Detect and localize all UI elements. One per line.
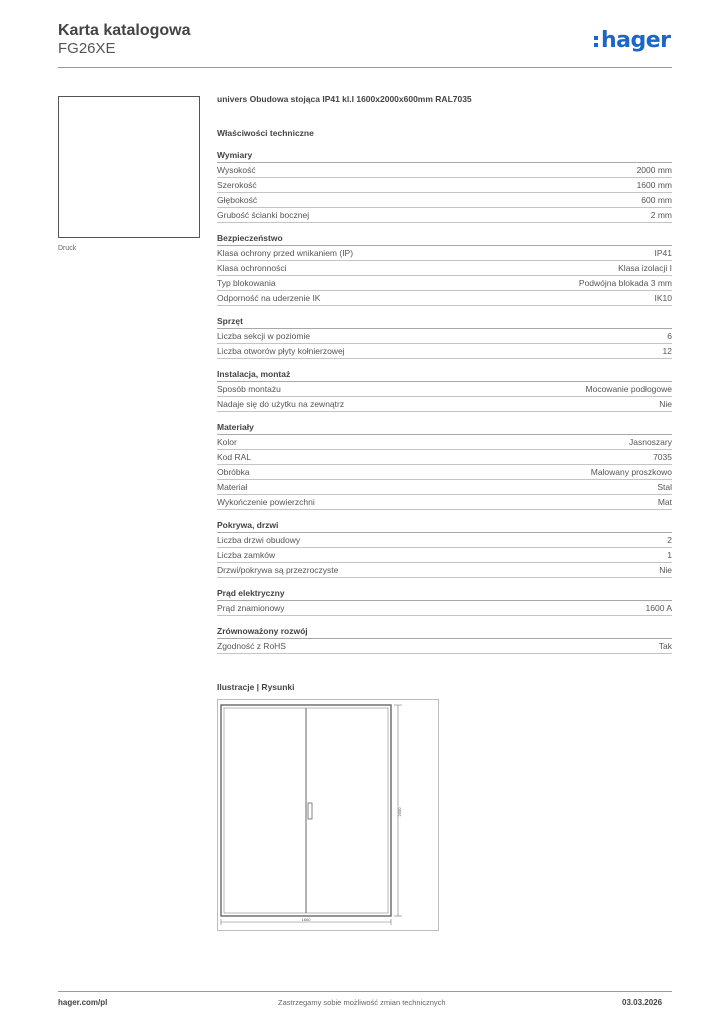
property-value: 2 mm <box>650 210 672 220</box>
property-label: Szerokość <box>217 180 257 190</box>
technical-drawing <box>217 699 439 931</box>
property-label: Liczba otworów płyty kołnierzowej <box>217 346 345 356</box>
property-row <box>217 382 672 397</box>
hager-logo <box>594 28 671 53</box>
property-label: Liczba sekcji w poziomie <box>217 331 311 341</box>
property-label: Nadaje się do użytku na zewnątrz <box>217 399 345 409</box>
product-image-placeholder <box>58 96 200 238</box>
property-row <box>217 480 672 495</box>
property-row <box>217 329 672 344</box>
property-label: Klasa ochronności <box>217 263 287 273</box>
property-label: Kod RAL <box>217 452 252 462</box>
property-value: 12 <box>662 346 672 356</box>
footer-website-link[interactable]: hager.com/pl <box>58 998 108 1007</box>
section-title: Instalacja, montaż <box>217 369 672 382</box>
property-value: Nie <box>659 399 672 409</box>
property-label: Głębokość <box>217 195 258 205</box>
logo-dots-icon <box>594 34 598 48</box>
section-title: Zrównoważony rozwój <box>217 626 672 639</box>
properties-section <box>217 369 672 412</box>
property-label: Odporność na uderzenie IK <box>217 293 321 303</box>
property-label: Wysokość <box>217 165 256 175</box>
enclosure-drawing <box>218 700 438 930</box>
properties-section <box>217 233 672 306</box>
property-value: IP41 <box>654 248 672 258</box>
property-row <box>217 344 672 359</box>
property-row <box>217 533 672 548</box>
property-value: 1600 mm <box>636 180 672 190</box>
property-value: 7035 <box>653 452 672 462</box>
property-row <box>217 435 672 450</box>
property-value: 1 <box>667 550 672 560</box>
property-row <box>217 601 672 616</box>
property-label: Wykończenie powierzchni <box>217 497 315 507</box>
height-dimension-label: 2000 <box>397 807 402 817</box>
property-value: 2 <box>667 535 672 545</box>
door-handle <box>308 803 312 819</box>
properties-section <box>217 588 672 616</box>
property-value: 2000 mm <box>636 165 672 175</box>
property-label: Grubość ścianki bocznej <box>217 210 310 220</box>
document-title: Karta katalogowa <box>58 22 191 39</box>
property-row <box>217 291 672 306</box>
property-row <box>217 261 672 276</box>
property-label: Materiał <box>217 482 248 492</box>
property-row <box>217 495 672 510</box>
property-value: Jasnoszary <box>629 437 672 447</box>
property-value: Mocowanie podłogowe <box>585 384 672 394</box>
property-label: Obróbka <box>217 467 250 477</box>
header-divider <box>58 67 672 68</box>
footer-divider <box>58 991 672 992</box>
property-value: Tak <box>658 641 672 651</box>
property-row <box>217 563 672 578</box>
property-value: Malowany proszkowo <box>590 467 672 477</box>
property-row <box>217 639 672 654</box>
property-row <box>217 193 672 208</box>
property-value: Podwójna blokada 3 mm <box>578 278 672 288</box>
section-title: Materiały <box>217 422 672 435</box>
property-label: Sposób montażu <box>217 384 281 394</box>
properties-section <box>217 422 672 510</box>
footer-disclaimer: Zastrzegamy sobie możliwość zmian technicznych <box>278 998 446 1007</box>
property-row <box>217 397 672 412</box>
technical-properties-heading: Właściwości techniczne <box>217 128 314 138</box>
property-row <box>217 163 672 178</box>
section-title: Bezpieczeństwo <box>217 233 672 246</box>
property-value: Nie <box>659 565 672 575</box>
product-details <box>217 94 672 654</box>
property-row <box>217 178 672 193</box>
image-caption: Druck <box>58 245 77 252</box>
property-row <box>217 208 672 223</box>
property-value: Klasa izolacji I <box>618 263 672 273</box>
property-value: 6 <box>667 331 672 341</box>
properties-sections <box>217 150 672 654</box>
property-row <box>217 246 672 261</box>
property-row <box>217 548 672 563</box>
section-title: Sprzęt <box>217 316 672 329</box>
property-label: Drzwi/pokrywa są przezroczyste <box>217 565 339 575</box>
properties-section <box>217 520 672 578</box>
property-value: 600 mm <box>641 195 672 205</box>
property-row <box>217 450 672 465</box>
properties-section <box>217 626 672 654</box>
property-label: Kolor <box>217 437 237 447</box>
product-title: univers Obudowa stojąca IP41 kl.I 1600x2000x600mm RAL7035 <box>217 94 472 104</box>
footer-date: 03.03.2026 <box>622 998 663 1007</box>
property-row <box>217 276 672 291</box>
width-dimension-label: 1600 <box>301 917 311 922</box>
logo-text: hager <box>601 28 671 53</box>
illustrations-heading: Ilustracje | Rysunki <box>217 682 295 692</box>
property-label: Zgodność z RoHS <box>217 641 286 651</box>
section-title: Prąd elektryczny <box>217 588 672 601</box>
property-value: 1600 A <box>645 603 672 613</box>
property-label: Klasa ochrony przed wnikaniem (IP) <box>217 248 354 258</box>
properties-section <box>217 150 672 223</box>
section-title: Wymiary <box>217 150 672 163</box>
property-value: Stal <box>657 482 672 492</box>
property-value: Mat <box>657 497 672 507</box>
property-row <box>217 465 672 480</box>
property-label: Prąd znamionowy <box>217 603 285 613</box>
property-label: Liczba zamków <box>217 550 276 560</box>
product-code: FG26XE <box>58 40 116 57</box>
properties-section <box>217 316 672 359</box>
property-label: Liczba drzwi obudowy <box>217 535 301 545</box>
property-label: Typ blokowania <box>217 278 276 288</box>
section-title: Pokrywa, drzwi <box>217 520 672 533</box>
property-value: IK10 <box>654 293 672 303</box>
